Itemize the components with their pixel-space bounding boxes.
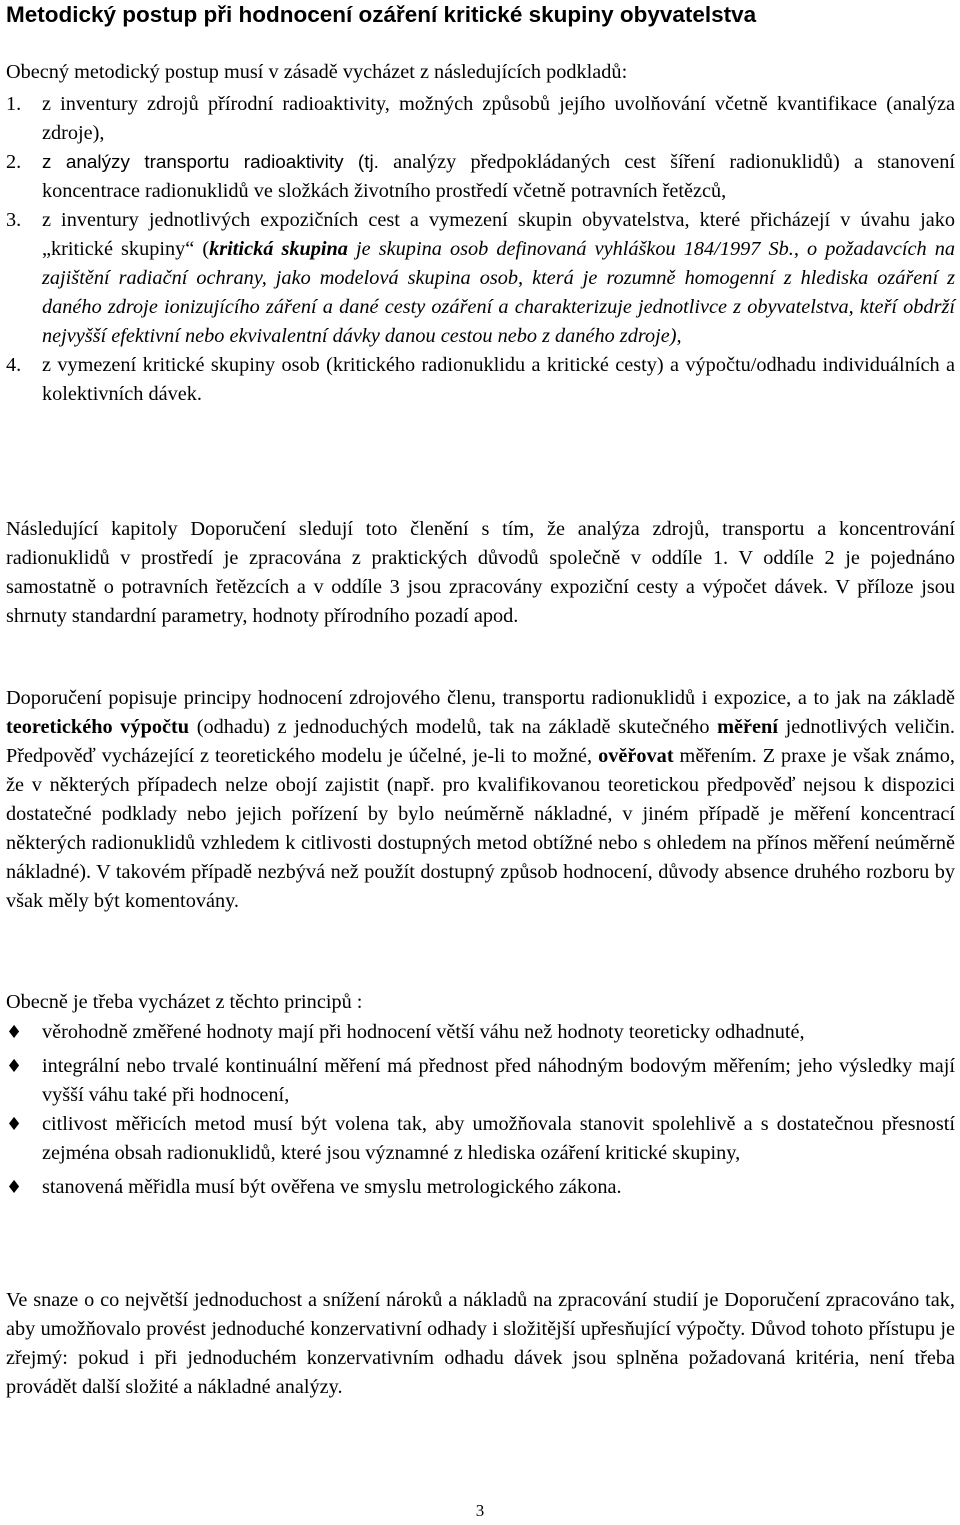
list-item-number: 1. bbox=[6, 93, 22, 115]
page-title: Metodický postup při hodnocení ozáření kritické skupiny obyvatelstva bbox=[6, 2, 757, 27]
paragraph-simplicity: Ve snaze o co největší jednoduchost a snížení nároků a nákladů na zpracování studií je Doporučení zpracováno tak, aby umožňovalo provést jednoduché konzervativní odhady i složitější upřesňující výpočty. Důvod tohoto přístupu je zřejmý: pokud i při jednoduchém konzervativním odhadu dávek jsou splněna požadovaná kritéria, není třeba provádět další složité a nákladné analýzy. bbox=[6, 1289, 955, 1398]
intro-paragraph: Obecný metodický postup musí v zásadě vycházet z následujících podkladů: bbox=[6, 61, 628, 83]
bullet-item-text: stanovená měřidla musí být ověřena ve smyslu metrologického zákona. bbox=[42, 1176, 622, 1198]
list-item-number: 4. bbox=[6, 354, 22, 376]
list-item bbox=[6, 351, 955, 409]
bullet-item-text: citlivost měřicích metod musí být volena tak, aby umožňovala stanovit spolehlivě a s dostatečnou přesností zejména obsah radionuklidů, které jsou významné z hlediska ozáření kritické skupiny, bbox=[42, 1113, 955, 1164]
bullet-item-text: integrální nebo trvalé kontinuální měření má přednost před náhodným bodovým měřením; jeho výsledky mají vyšší váhu také při hodnocení, bbox=[42, 1055, 955, 1106]
list-item bbox=[6, 90, 955, 148]
para2-text-e: jednotlivých veličin. Předpověď vycházející z teoretického modelu je účelné, je-li to možné, bbox=[6, 716, 955, 767]
para2-text-g: měřením. Z praxe je však známo, že v některých případech nelze obojí zajistit (např. pro kvalifikovanou teoretickou předpověď nejsou k dispozici dostatečné podklady nebo jejich pořízení by bylo neúměrně nákladné, v jiném případě je měření koncentrací některých radionuklidů vzhledem k citlivosti dostupných metod obtížné nebo s ohledem na přínos měření neúměrně nákladné). V takovém případě nezbývá než použít dostupný způsob hodnocení, důvody absence druhého rozboru by však měly být komentovány. bbox=[6, 745, 955, 912]
para2-bold-verify: ověřovat bbox=[598, 745, 674, 767]
para2-text-a: Doporučení popisuje principy hodnocení zdrojového členu, transportu radionuklidů i expozice, a to jak na základě bbox=[6, 687, 955, 709]
bullet-item-text: věrohodně změřené hodnoty mají při hodnocení větší váhu než hodnoty teoreticky odhadnuté, bbox=[42, 1021, 805, 1043]
definition-italic-a: je skupina osob definovaná vyhláškou 184/1997 Sb. bbox=[347, 238, 794, 260]
numbered-list bbox=[6, 90, 955, 409]
list-item-text: z inventury zdrojů přírodní radioaktivity, možných způsobů jejího uvolňování včetně kvantifikace (analýza zdroje), bbox=[42, 93, 955, 144]
para2-text-c: (odhadu) z jednoduchých modelů, tak na základě skutečného bbox=[189, 716, 718, 738]
diamond-bullet-icon: ♦ bbox=[6, 1177, 23, 1198]
bullet-item bbox=[6, 1173, 955, 1202]
list-item-text: z vymezení kritické skupiny osob (kritického radionuklidu a kritické cesty) a výpočtu/odhadu individuálních a kolektivních dávek. bbox=[42, 354, 955, 405]
list-item-text: analýzy předpokládaných cest šíření radionuklidů) a stanovení koncentrace radionuklidů ve složkách životního prostředí včetně potravních řetězců, bbox=[42, 151, 955, 202]
principles-intro: Obecně je třeba vycházet z těchto principů : bbox=[6, 991, 363, 1013]
bullet-item bbox=[6, 1052, 955, 1110]
list-item-text: z inventury jednotlivých expozičních cest a vymezení skupin obyvatelstva, které přicházejí v úvahu jako „kritické skupiny“ ( bbox=[42, 209, 955, 260]
paragraph-chapters: Následující kapitoly Doporučení sledují toto členění s tím, že analýza zdrojů, transportu a koncentrování radionuklidů v prostředí je zpracována z praktických důvodů společně v oddíle 1. V oddíle 2 je pojednáno samostatně o potravních řetězcích a v oddíle 3 jsou zpracovány expoziční cesty a výpočet dávek. V příloze jsou shrnuty standardní parametry, hodnoty přírodního pozadí apod. bbox=[6, 518, 955, 627]
diamond-bullet-icon: ♦ bbox=[6, 1114, 23, 1135]
list-item-number: 3. bbox=[6, 209, 22, 231]
bullet-item bbox=[6, 1018, 955, 1047]
para2-bold-measurement: měření bbox=[717, 716, 778, 738]
list-item bbox=[6, 148, 955, 206]
diamond-bullet-icon: ♦ bbox=[6, 1056, 23, 1077]
diamond-bullet-icon: ♦ bbox=[6, 1022, 23, 1043]
paragraph-principles bbox=[6, 684, 955, 916]
para2-bold-theoretical: teoretického výpočtu bbox=[6, 716, 190, 738]
term-definition-bold: kritická skupina bbox=[209, 238, 348, 260]
list-item-text-sans: z analýzy transportu radioaktivity (tj. bbox=[42, 152, 379, 173]
list-item-number: 2. bbox=[6, 151, 22, 173]
bullet-list bbox=[6, 1018, 955, 1202]
list-item bbox=[6, 206, 955, 351]
bullet-item bbox=[6, 1110, 955, 1168]
page-number: 3 bbox=[475, 1501, 485, 1520]
definition-italic-b: , o požadavcích na zajištění radiační ochrany, jako modelová skupina osob, která je rozumně homogenní z hlediska ozáření z daného zdroje ionizujícího záření a dané cesty ozáření a charakterizuje jednotlivce z obyvatelstva, kteří obdrží nejvyšší efektivní nebo ekvivalentní dávky danou cestou nebo z daného zdroje), bbox=[42, 238, 955, 347]
